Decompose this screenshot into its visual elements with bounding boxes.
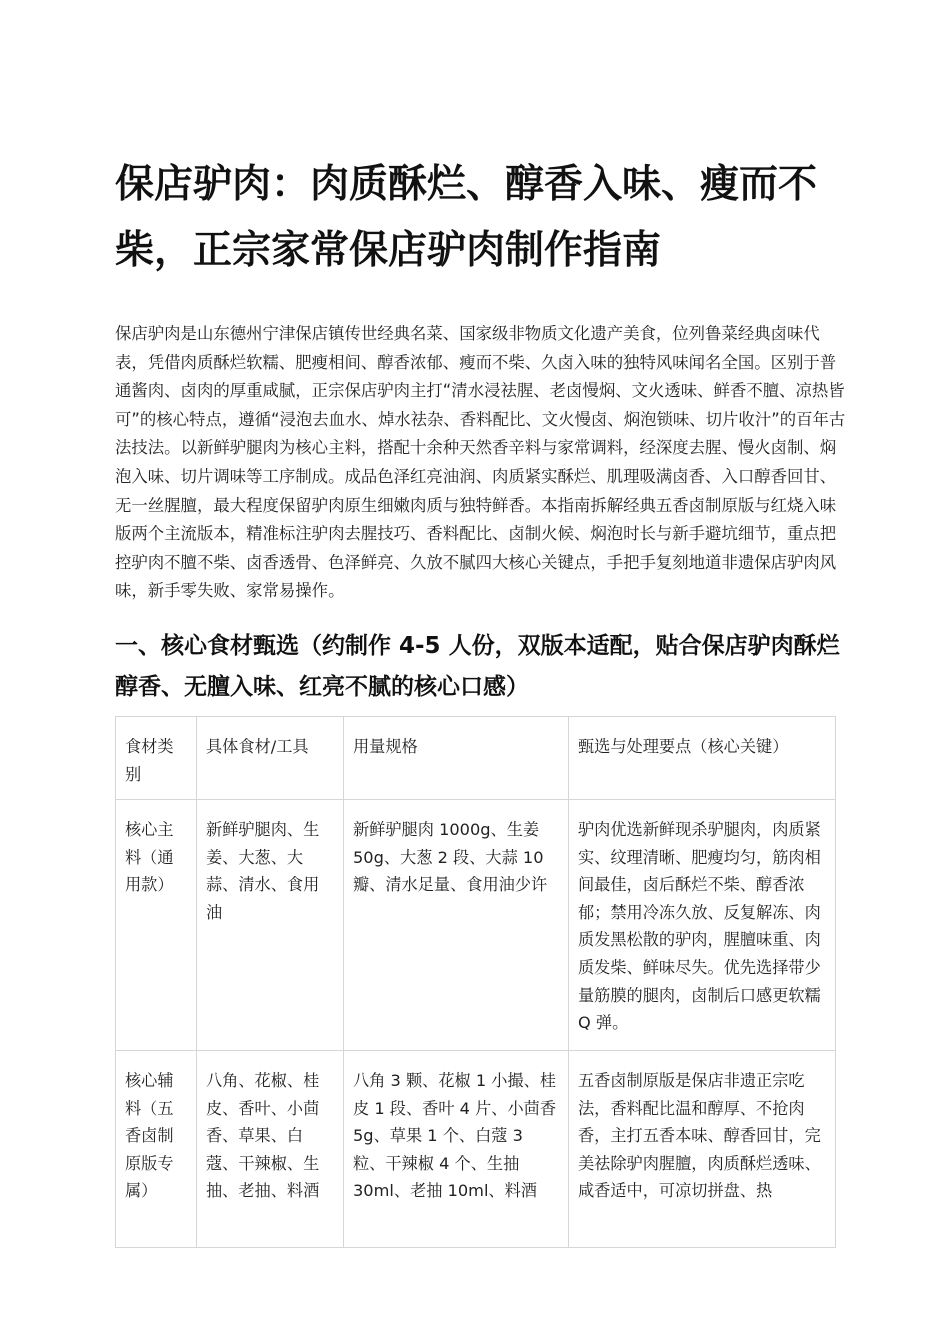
cell-category-text: 核心辅料（五香卤制原版专属） xyxy=(125,1071,174,1201)
table-header-row xyxy=(116,717,836,800)
header-cell-amount: 用量规格 xyxy=(344,717,569,800)
cell-items-text: 八角、花椒、桂皮、香叶、小茴香、草果、白蔻、干辣椒、生抽、老抽、料酒 xyxy=(206,1071,320,1201)
page-title: 保店驴肉：肉质酥烂、醇香入味、瘦而不柴，正宗家常保店驴肉制作指南 xyxy=(115,162,818,273)
table-row xyxy=(116,1051,836,1248)
cell-notes: 驴肉优选新鲜现杀驴腿肉，肉质紧实、纹理清晰、肥瘦均匀，筋肉相间最佳，卤后酥烂不柴、醇香浓郁；禁用冷冻久放、反复解冻、肉质发黑松散的驴肉，腥膻味重、肉质发柴、鲜味尽失。优先选择带少量筋膜的腿肉，卤制后口感更软糯 Q 弹。 xyxy=(569,800,836,1051)
cell-amount xyxy=(344,1051,569,1248)
cell-notes-text: 五香卤制原版是保店非遗正宗吃法，香料配比温和醇厚、不抢肉香，主打五香本味、醇香回甘，完美祛除驴肉腥膻，肉质酥烂透味、咸香适中，可凉切拼盘、热 xyxy=(578,1071,821,1201)
cell-amount-text: 八角 3 颗、花椒 1 小撮、桂皮 1 段、香叶 4 片、小茴香 5g、草果 1 个、白蔻 3 粒、干辣椒 4 个、生抽 30ml、老抽 10ml、料酒 xyxy=(353,1071,557,1201)
section-heading-ingredients: 一、核心食材甄选（约制作 4-5 人份，双版本适配，贴合保店驴肉酥烂醇香、无膻入味、红亮不腻的核心口感） xyxy=(115,633,840,700)
intro-paragraph: 保店驴肉是山东德州宁津保店镇传世经典名菜、国家级非物质文化遗产美食，位列鲁菜经典卤味代表，凭借肉质酥烂软糯、肥瘦相间、醇香浓郁、瘦而不柴、久卤入味的独特风味闻名全国。区别于普通酱肉、卤肉的厚重咸腻，正宗保店驴肉主打“清水浸祛腥、老卤慢焖、文火透味、鲜香不膻、凉热皆可”的核心特点，遵循“浸泡去血水、焯水祛杂、香料配比、文火慢卤、焖泡锁味、切片收汁”的百年古法技法。以新鲜驴腿肉为核心主料，搭配十余种天然香辛料与家常调料，经深度去腥、慢火卤制、焖泡入味、切片调味等工序制成。成品色泽红亮油润、肉质紧实酥烂、肌理吸满卤香、入口醇香回甘、无一丝腥膻，最大程度保留驴肉原生细嫩肉质与独特鲜香。本指南拆解经典五香卤制原版与红烧入味版两个主流版本，精准标注驴肉去腥技巧、香料配比、卤制火候、焖泡时长与新手避坑细节，重点把控驴肉不膻不柴、卤香透骨、色泽鲜亮、久放不腻四大核心关键点，手把手复刻地道非遗保店驴肉风味，新手零失败、家常易操作。 xyxy=(115,324,846,601)
cell-amount: 新鲜驴腿肉 1000g、生姜 50g、大葱 2 段、大蒜 10 瓣、清水足量、食用油少许 xyxy=(344,800,569,1051)
ingredients-table xyxy=(115,716,836,1248)
header-cell-items: 具体食材/工具 xyxy=(197,717,344,800)
header-cell-category: 食材类别 xyxy=(116,717,197,800)
cell-items xyxy=(197,1051,344,1248)
cell-notes xyxy=(569,1051,836,1248)
table-row xyxy=(116,800,836,1051)
header-cell-notes: 甄选与处理要点（核心关键） xyxy=(569,717,836,800)
cell-category: 核心主料（通用款） xyxy=(116,800,197,1051)
cell-category xyxy=(116,1051,197,1248)
cell-items: 新鲜驴腿肉、生姜、大葱、大蒜、清水、食用油 xyxy=(197,800,344,1051)
